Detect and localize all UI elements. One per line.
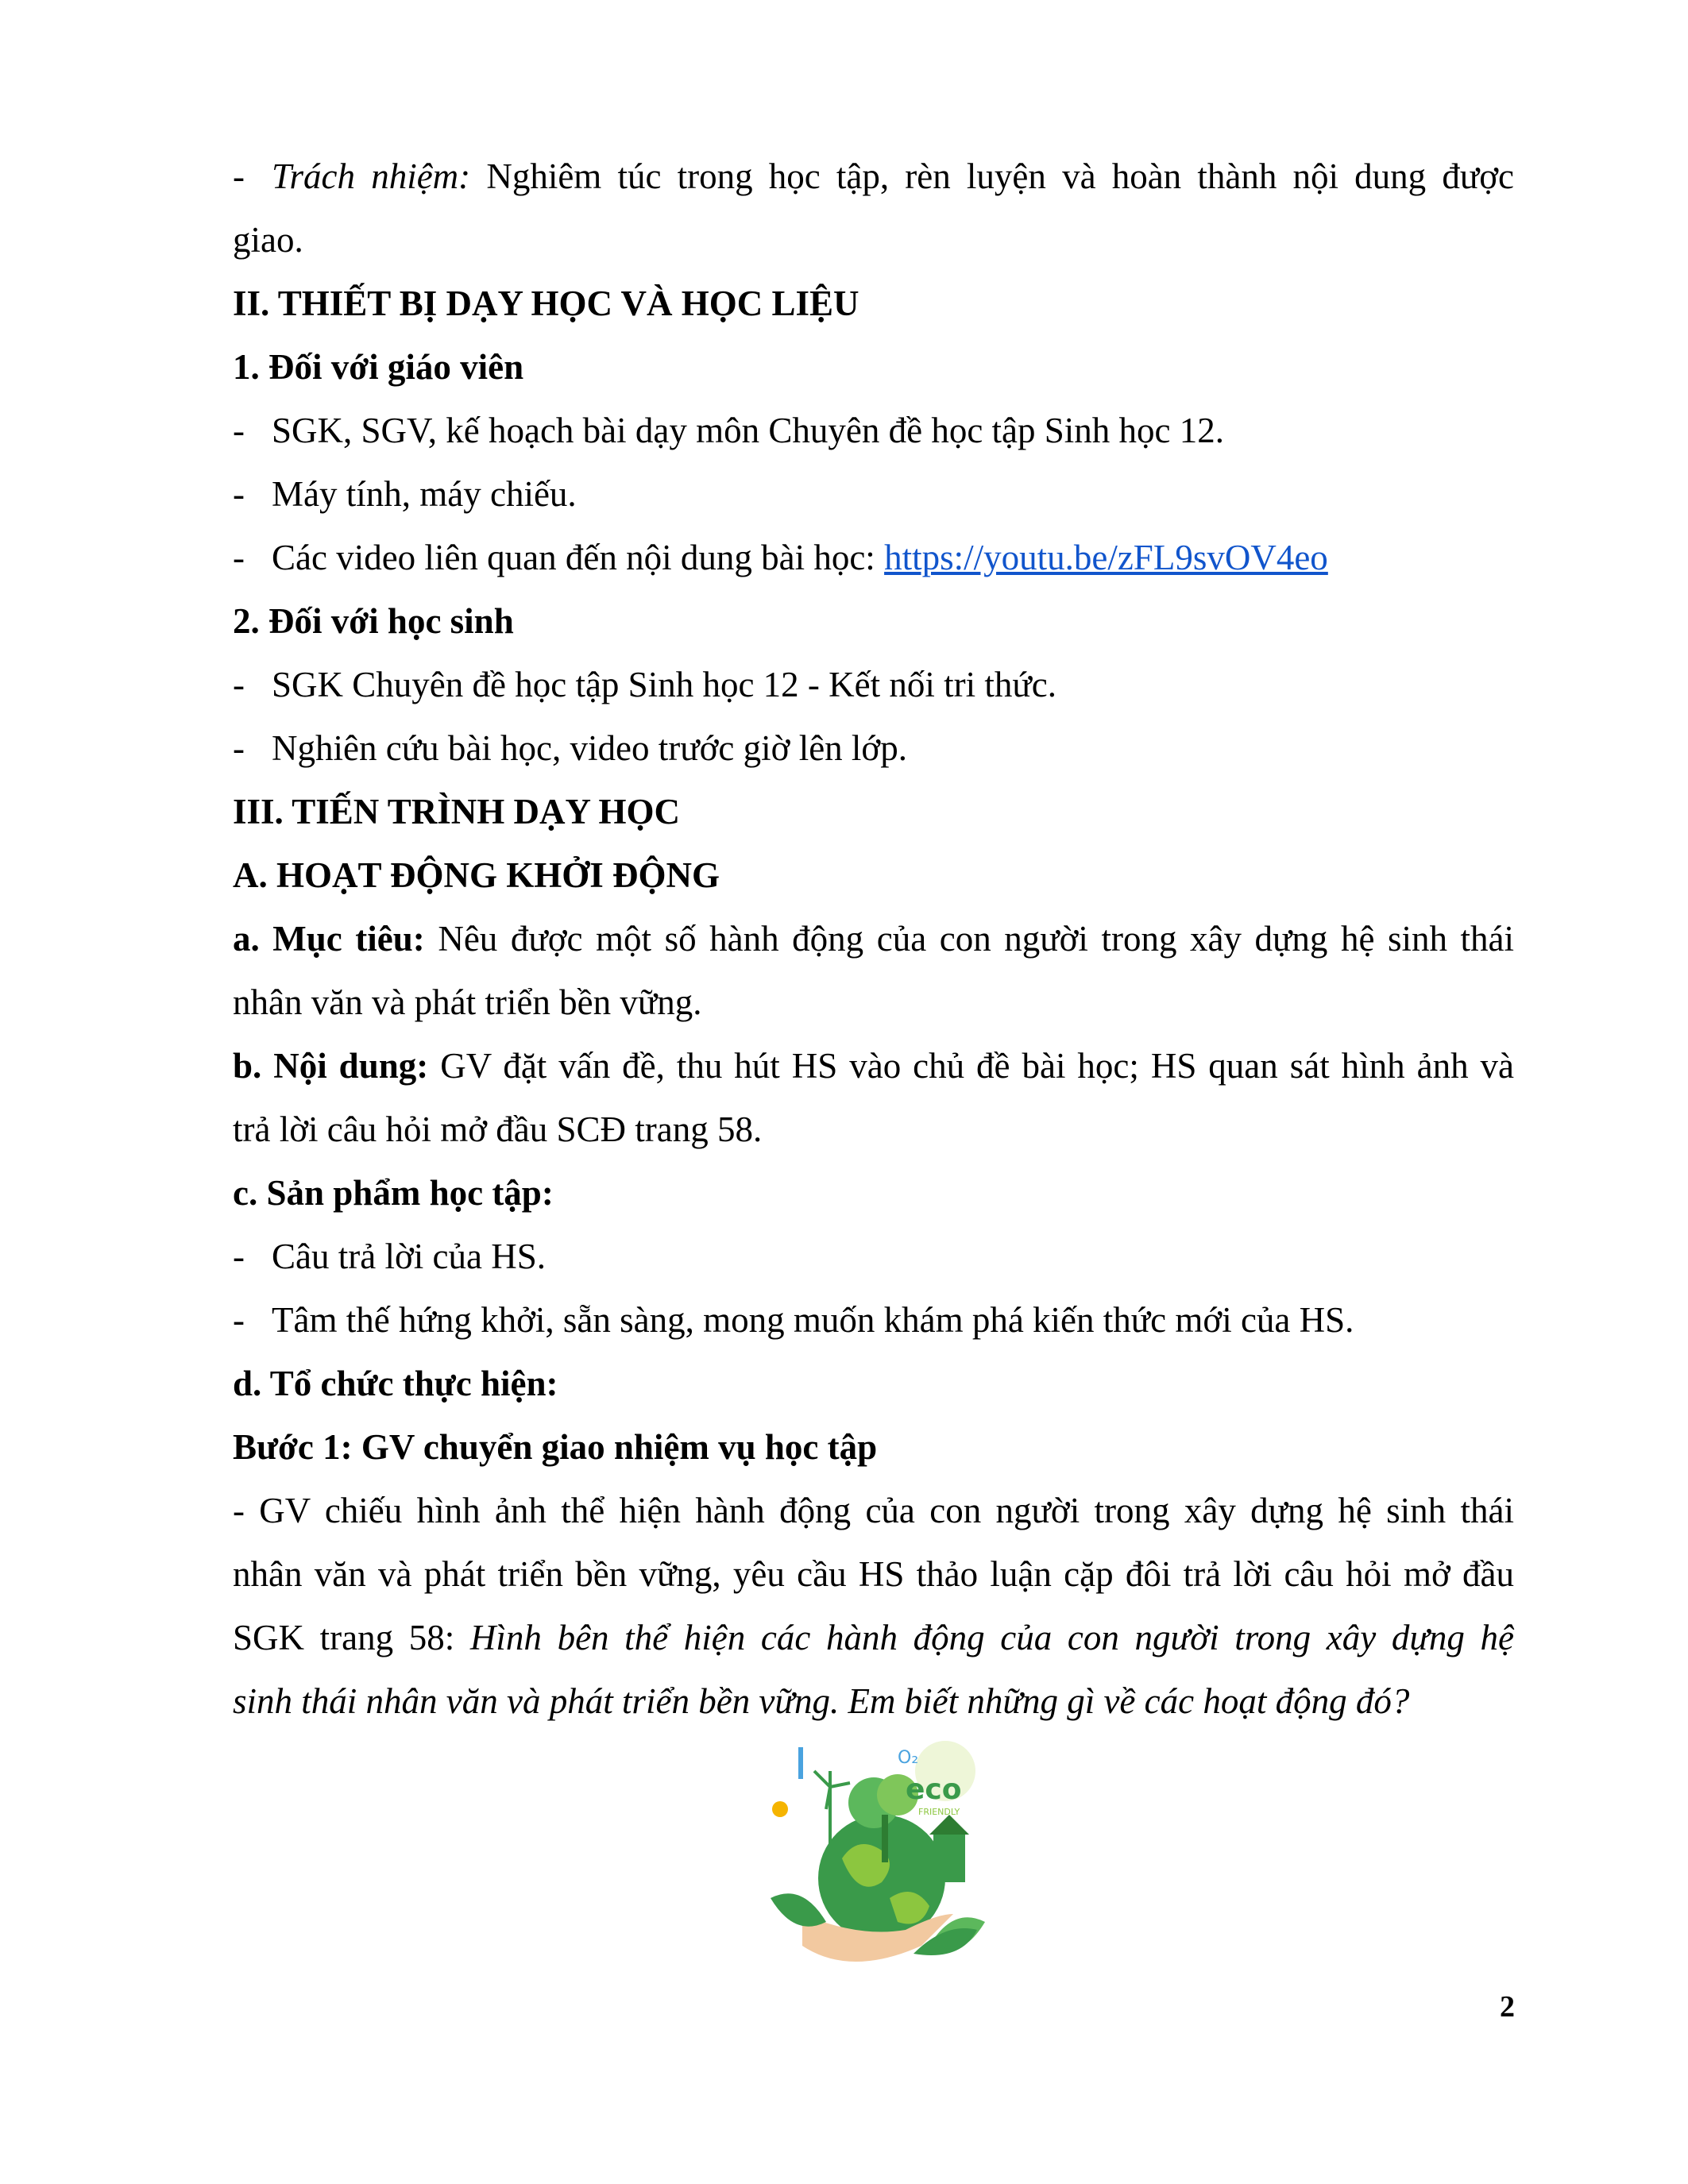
text-line: - GV chiếu hình ảnh thể hiện hành động của con người trong xây dựng hệ sinh thái xyxy=(233,1491,1514,1530)
o2-logo-text: O₂ xyxy=(898,1748,919,1768)
list-item-text: Tâm thế hứng khởi, sẵn sàng, mong muốn khám phá kiến thức mới của HS. xyxy=(272,1300,1354,1340)
bullet-dash: - xyxy=(233,538,245,577)
step-1-heading: Bước 1: GV chuyển giao nhiệm vụ học tập xyxy=(233,1427,878,1467)
list-item-text: Các video liên quan đến nội dung bài học: xyxy=(272,538,885,577)
responsibility-label: Trách nhiệm: xyxy=(272,156,471,196)
text-line: trả lời câu hỏi mở đầu SCĐ trang 58. xyxy=(233,1109,763,1149)
bullet-dash: - xyxy=(233,1300,245,1340)
eco-logo-text: eco xyxy=(906,1773,962,1806)
content-label: b. Nội dung: xyxy=(233,1046,429,1086)
list-item-text: SGK Chuyên đề học tập Sinh học 12 - Kết nối tri thức. xyxy=(272,665,1057,704)
objective-text: Nêu được một số hành động của con người trong xây dựng hệ sinh thái xyxy=(424,919,1515,959)
bullet-dash: - xyxy=(233,665,245,704)
text-line: giao. xyxy=(233,220,303,260)
page-number: 2 xyxy=(1500,1990,1515,2024)
text-line: nhân văn và phát triển bền vững, yêu cầu HS thảo luận cặp đôi trả lời câu hỏi mở đầu xyxy=(233,1554,1514,1594)
objective-line xyxy=(233,907,1514,970)
bullet-dash: - xyxy=(233,1237,245,1276)
eco-friendly-illustration xyxy=(755,1739,1001,1978)
list-item xyxy=(233,399,1514,462)
subheading-student: 2. Đối với học sinh xyxy=(233,601,514,641)
list-item-text: SGK, SGV, kế hoạch bài dạy môn Chuyên đề học tập Sinh học 12. xyxy=(272,411,1225,450)
bullet-dash: - xyxy=(233,156,245,196)
organization-label: d. Tổ chức thực hiện: xyxy=(233,1364,558,1403)
list-item-text: Máy tính, máy chiếu. xyxy=(272,474,577,514)
responsibility-line xyxy=(233,145,1514,208)
product-label: c. Sản phẩm học tập: xyxy=(233,1173,554,1213)
text-line: nhân văn và phát triển bền vững. xyxy=(233,982,702,1022)
list-item-text: Câu trả lời của HS. xyxy=(272,1237,546,1276)
question-text: Hình bên thể hiện các hành động của con người trong xây dựng hệ xyxy=(469,1618,1514,1657)
bullet-dash: - xyxy=(233,411,245,450)
list-item xyxy=(233,526,1514,589)
section-heading-equipment: II. THIẾT BỊ DẠY HỌC VÀ HỌC LIỆU xyxy=(233,284,859,323)
section-heading-warmup: A. HOẠT ĐỘNG KHỞI ĐỘNG xyxy=(233,855,720,895)
subheading-teacher: 1. Đối với giáo viên xyxy=(233,347,524,387)
list-item xyxy=(233,1225,1514,1288)
bullet-dash: - xyxy=(233,728,245,768)
objective-label: a. Mục tiêu: xyxy=(233,919,425,959)
bullet-dash: - xyxy=(233,474,245,514)
text-span: SGK trang 58: xyxy=(233,1618,470,1657)
content-text: GV đặt vấn đề, thu hút HS vào chủ đề bài học; HS quan sát hình ảnh và xyxy=(428,1046,1514,1086)
question-text: sinh thái nhân văn và phát triển bền vững. Em biết những gì về các hoạt động đó? xyxy=(233,1681,1410,1721)
responsibility-text: Nghiêm túc trong học tập, rèn luyện và hoàn thành nội dung được xyxy=(470,156,1514,196)
content-line xyxy=(233,1034,1514,1098)
section-heading-process: III. TIẾN TRÌNH DẠY HỌC xyxy=(233,792,681,832)
list-item-text: Nghiên cứu bài học, video trước giờ lên lớp. xyxy=(272,728,907,768)
list-item xyxy=(233,716,1514,780)
list-item xyxy=(233,1288,1514,1352)
video-link[interactable]: https://youtu.be/zFL9svOV4eo xyxy=(884,538,1328,577)
friendly-logo-text: FRIENDLY xyxy=(918,1807,960,1817)
list-item xyxy=(233,653,1514,716)
question-line xyxy=(233,1606,1514,1669)
list-item xyxy=(233,462,1514,526)
